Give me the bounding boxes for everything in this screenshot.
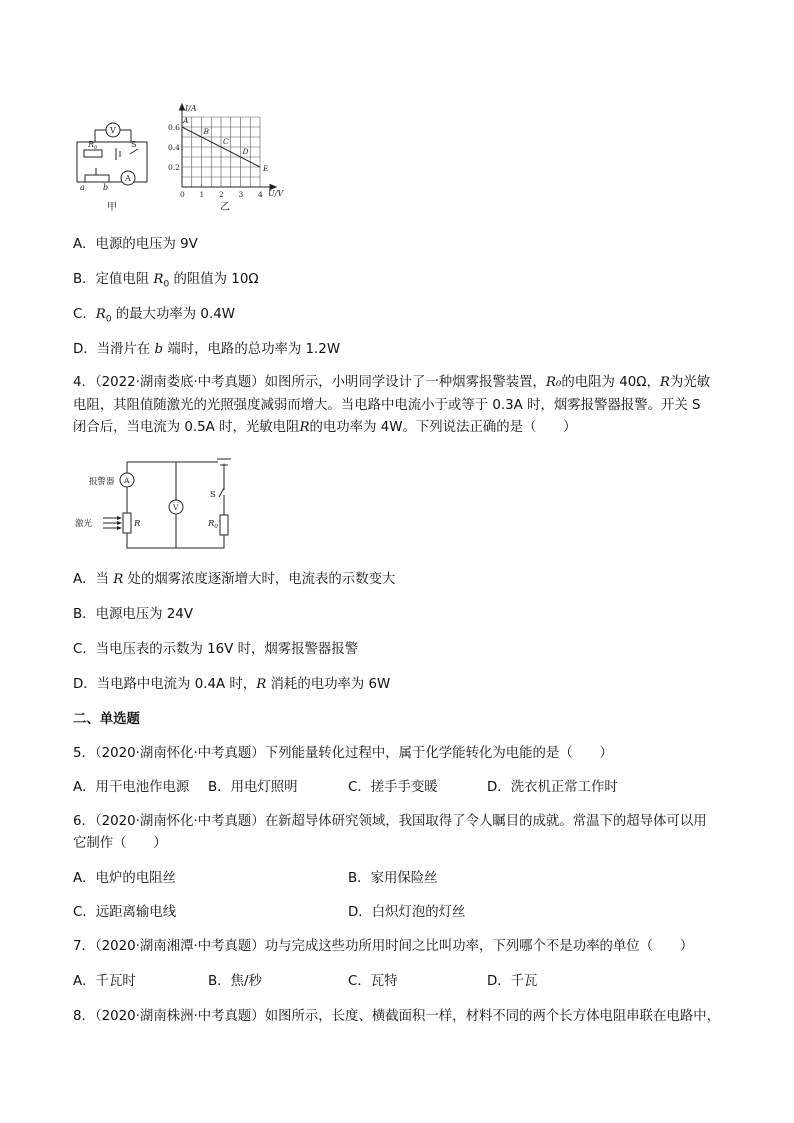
q3-option-b: B．定值电阻 $R_0$ 的阻值为 10Ω	[73, 272, 259, 290]
graph-point-label: B	[203, 127, 210, 136]
rheostat	[85, 175, 109, 182]
q4-option-c: C．当电压表的示数为 16V 时，烟雾报警器报警	[73, 642, 359, 657]
voltmeter-label: V	[110, 126, 116, 135]
graph-ylabel: I/A	[185, 104, 197, 113]
q4-stem-line-3: 闭合后，当电流为 0.5A 时，光敏电阻R的电功率为 4W。下列说法正确的是（ ）	[73, 420, 577, 435]
q4-stem-line-2: 电阻，其阻值随激光的光照强度减弱而增大。当电路中电流小于或等于 0.3A 时，烟雾报警器报警。开关 S	[73, 398, 701, 413]
q3-option-c: C．$R_0$ 的最大功率为 0.4W	[73, 307, 235, 325]
x-tick-label: 3	[238, 190, 244, 199]
figure-caption-yi: 乙	[220, 202, 230, 213]
graph-point-label: D	[242, 147, 249, 156]
q4-stem-line-1: 4．（2022·湖南娄底·中考真题）如图所示，小明同学设计了一种烟雾报警装置，R₀的电阻为 40Ω，R为光敏	[73, 375, 711, 390]
y-tick-label: 0.6	[168, 123, 180, 132]
q7-option-d: D．千瓦	[487, 974, 538, 989]
x-tick-label: 4	[258, 190, 263, 199]
photoresistor-r	[123, 513, 131, 533]
graph-point-label: A	[183, 116, 189, 125]
q7-option-c: C．瓦特	[348, 974, 398, 989]
alarm-label: 报警器	[89, 477, 115, 487]
q7-option-b: B．焦/秒	[208, 974, 262, 989]
graph-xlabel: U/V	[268, 189, 284, 198]
q4-option-d: D．当电路中电流为 0.4A 时，R 消耗的电功率为 6W	[73, 677, 391, 692]
graph-point-label: E	[263, 164, 269, 173]
resistor-r0	[84, 150, 102, 157]
ammeter-label: A	[125, 174, 131, 183]
q6-option-b: B．家用保险丝	[348, 871, 438, 886]
q5-option-b: B．用电灯照明	[208, 780, 298, 795]
q5-option-a: A．用干电池作电源	[73, 780, 190, 795]
x-tick-label: 2	[219, 190, 224, 199]
q6-option-c: C．远距离输电线	[73, 905, 177, 920]
q5-option-d: D．洗衣机正常工作时	[487, 780, 618, 795]
q7-option-a: A．千瓦时	[73, 974, 136, 989]
y-tick-label: 0.2	[168, 163, 180, 172]
figure-caption-jia: 甲	[107, 202, 117, 213]
rheostat-end-a: a	[80, 183, 85, 192]
q5-option-c: C．搓手手变暖	[348, 780, 438, 795]
section-heading: 二、单选题	[73, 712, 140, 727]
laser-label: 激光	[75, 519, 93, 529]
q4-option-a: A．当 R 处的烟雾浓度逐渐增大时，电流表的示数变大	[73, 572, 396, 587]
q6-option-d: D．白炽灯泡的灯丝	[348, 905, 466, 920]
r0-label: $R_0$	[88, 140, 98, 151]
rheostat-end-b: b	[103, 183, 109, 192]
q8-stem: 8．（2020·湖南株洲·中考真题）如图所示，长度、横截面积一样，材料不同的两个长方体电阻串联在电路中，	[73, 1009, 720, 1024]
graph-point-label: C	[223, 137, 229, 146]
voltmeter-2-label: V	[173, 503, 179, 512]
switch-label: S	[131, 140, 137, 149]
x-tick-label: 0	[180, 190, 185, 199]
y-tick-label: 0.4	[168, 143, 180, 152]
q6-stem-line-1: 6．（2020·湖南怀化·中考真题）在新超导体研究领域，我国取得了令人瞩目的成就。常温下的超导体可以用	[73, 814, 707, 829]
q7-stem: 7．（2020·湖南湘潭·中考真题）功与完成这些功所用时间之比叫功率，下列哪个不是功率的单位（ ）	[73, 939, 694, 954]
q5-stem: 5．（2020·湖南怀化·中考真题）下列能量转化过程中，属于化学能转化为电能的是（ ）	[73, 746, 613, 761]
figure-2	[0, 452, 794, 562]
q6-option-a: A．电炉的电阻丝	[73, 871, 176, 886]
resistor-r0-2	[220, 515, 228, 535]
switch-2-label: S	[210, 490, 216, 500]
q3-option-a: A．电源的电压为 9V	[73, 237, 198, 252]
q3-option-d: D．当滑片在 b 端时，电路的总功率为 1.2W	[73, 342, 341, 357]
q6-stem-line-2: 它制作（ ）	[73, 836, 167, 851]
q4-option-b: B．电源电压为 24V	[73, 607, 193, 622]
alarm-meter-label: A	[124, 476, 130, 485]
r0-2-label: $R_0$	[208, 519, 218, 530]
photoresistor-label: R	[134, 519, 141, 529]
x-tick-label: 1	[199, 190, 205, 199]
